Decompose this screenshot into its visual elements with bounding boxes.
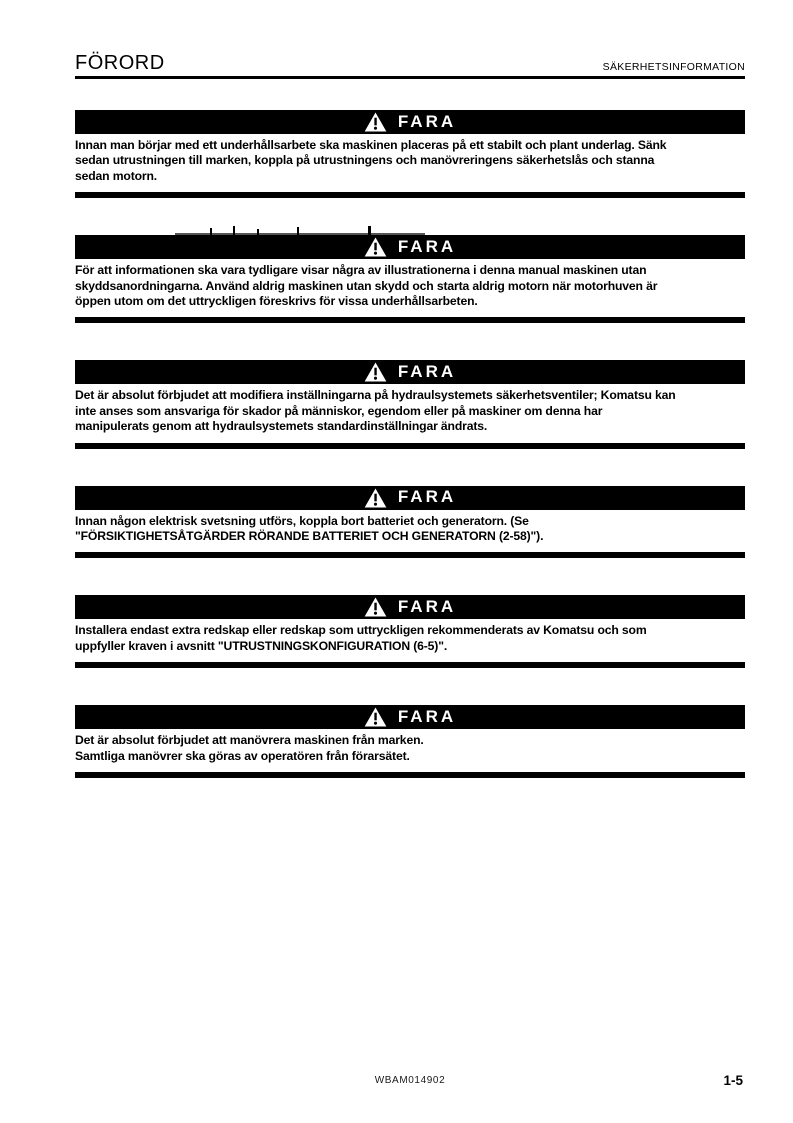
text-line: manipulerats genom att hydraulsystemets standardinställningar ändrats. [75, 419, 488, 434]
warning-text [75, 514, 745, 545]
text-line: sedan utrustningen till marken, koppla på utrustningens och manövreringens säkerhetslås och stanna [75, 153, 655, 168]
scan-tick [257, 229, 259, 235]
warning-label: FARA [397, 487, 457, 507]
scan-tick [210, 228, 212, 235]
warning-banner [75, 360, 745, 384]
warning-text [75, 733, 745, 764]
page-content [75, 0, 745, 815]
page-number: 1-5 [723, 1073, 743, 1088]
warning-text [75, 388, 745, 434]
chapter-title: FÖRORD [75, 52, 165, 74]
document-code: WBAM014902 [374, 1075, 446, 1086]
warning-block-6 [75, 705, 745, 778]
section-title: SÄKERHETSINFORMATION [602, 61, 745, 73]
warning-label: FARA [397, 596, 457, 616]
warning-banner [75, 705, 745, 729]
text-line: uppfyller kraven i avsnitt "UTRUSTNINGSKONFIGURATION (6-5)". [75, 638, 448, 653]
warning-label: FARA [397, 706, 457, 726]
warning-banner [75, 235, 745, 259]
warning-banner [75, 110, 745, 134]
text-line: sedan motorn. [75, 168, 158, 183]
warning-triangle-icon [364, 112, 387, 132]
warning-text [75, 263, 745, 309]
scan-tick [233, 226, 235, 235]
section-divider-bar [75, 317, 745, 323]
page-footer [75, 1073, 745, 1091]
section-divider-bar [75, 662, 745, 668]
warning-triangle-icon [364, 488, 387, 508]
scan-artifact [75, 227, 745, 235]
scan-smear [175, 233, 425, 235]
text-line: inte anses som ansvariga för skador på människor, egendom eller på maskiner om denna har [75, 403, 603, 418]
warning-label: FARA [397, 111, 457, 131]
text-line: Det är absolut förbjudet att manövrera maskinen från marken. [75, 733, 424, 748]
text-line: skyddsanordningarna. Använd aldrig maskinen utan skydd och starta aldrig motorn när motorhuven är [75, 278, 658, 293]
page-header [75, 0, 745, 79]
text-line: Det är absolut förbjudet att modifiera inställningarna på hydraulsystemets säkerhetsventiler; Komatsu kan [75, 388, 676, 403]
warning-banner [75, 486, 745, 510]
warning-label: FARA [397, 361, 457, 381]
scan-tick [297, 227, 299, 235]
text-line: Innan man börjar med ett underhållsarbete ska maskinen placeras på ett stabilt och plant underlag. Sänk [75, 138, 667, 152]
warning-block-4 [75, 486, 745, 559]
warning-block-1 [75, 110, 745, 198]
text-line: öppen utom om det uttryckligen föreskrivs för vissa underhållsarbeten. [75, 294, 478, 309]
text-line: Samtliga manövrer ska göras av operatören från förarsätet. [75, 748, 410, 763]
warning-triangle-icon [364, 362, 387, 382]
section-divider-bar [75, 192, 745, 198]
section-divider-bar [75, 443, 745, 449]
warning-text [75, 623, 745, 654]
scan-tick [368, 226, 371, 235]
warning-blocks [75, 110, 745, 778]
section-divider-bar [75, 552, 745, 558]
warning-block-2 [75, 235, 745, 323]
warning-label: FARA [397, 236, 457, 256]
warning-triangle-icon [364, 597, 387, 617]
text-line: "FÖRSIKTIGHETSÅTGÄRDER RÖRANDE BATTERIET OCH GENERATORN (2-58)"). [75, 529, 544, 544]
text-line: Innan någon elektrisk svetsning utförs, koppla bort batteriet och generatorn. (Se [75, 513, 529, 528]
warning-block-5 [75, 595, 745, 668]
warning-triangle-icon [364, 237, 387, 257]
warning-banner [75, 595, 745, 619]
warning-block-3 [75, 360, 745, 448]
warning-triangle-icon [364, 707, 387, 727]
text-line: För att informationen ska vara tydligare visar några av illustrationerna i denna manual maskinen utan [75, 263, 647, 278]
section-divider-bar [75, 772, 745, 778]
warning-text [75, 138, 745, 184]
text-line: Installera endast extra redskap eller redskap som uttryckligen rekommenderats av Komatsu och som [75, 623, 647, 638]
